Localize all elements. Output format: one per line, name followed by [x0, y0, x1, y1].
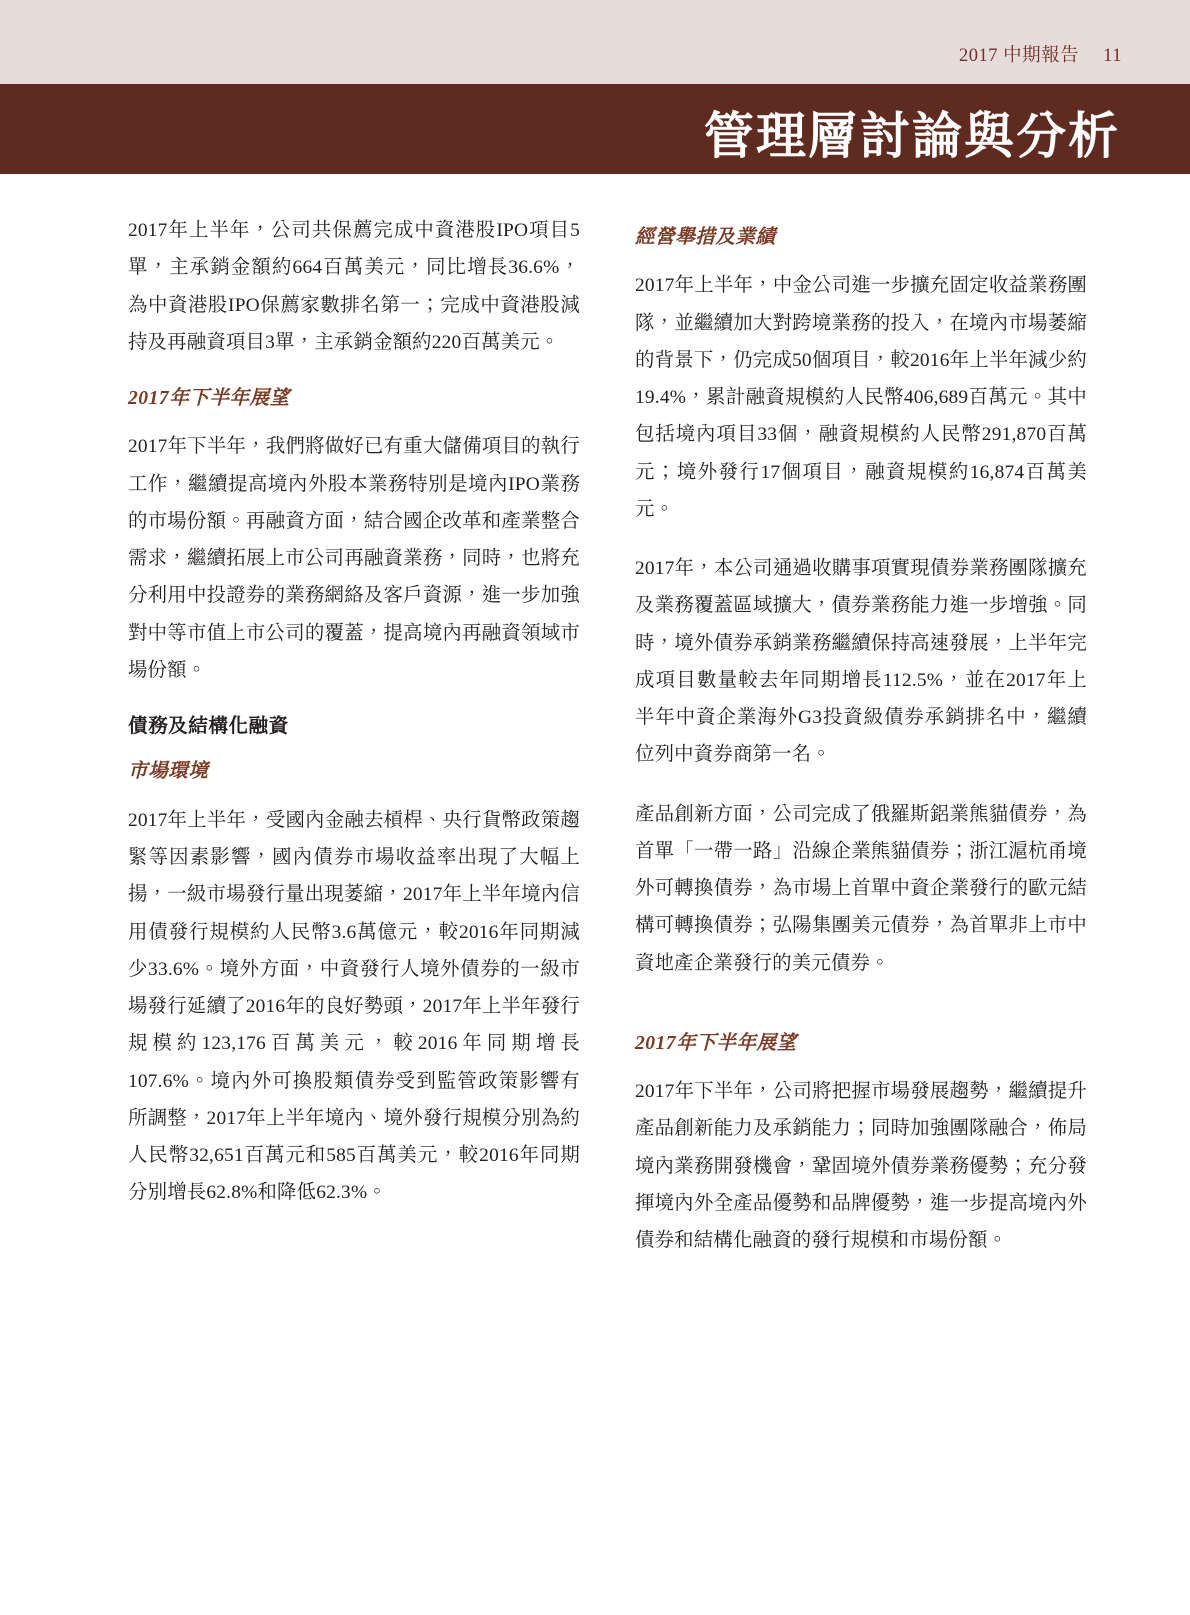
paragraph: 2017年上半年，公司共保薦完成中資港股IPO項目5單，主承銷金額約664百萬美元，同比增長36.6%，為中資港股IPO保薦家數排名第一；完成中資港股減持及再融資項目3單，主承銷金額約220百萬美元。: [128, 220, 580, 353]
running-head-text: 2017 中期報告: [959, 46, 1080, 66]
heading-operations-results: 經營舉措及業績: [635, 227, 776, 248]
paragraph: 產品創新方面，公司完成了俄羅斯鋁業熊貓債券，為首單「一帶一路」沿線企業熊貓債券；浙江滬杭甬境外可轉換債券，為市場上首單中資企業發行的歐元結構可轉換債券；弘陽集團美元債券，為首單非上市中資地產企業發行的美元債券。: [635, 803, 1087, 974]
heading-outlook-left: 2017年下半年展望: [128, 388, 290, 409]
right-column: [635, 212, 1087, 1281]
paragraph: 2017年下半年，公司將把握市場發展趨勢，繼續提升產品創新能力及承銷能力；同時加強團隊融合，佈局境內業務開發機會，鞏固境外債券業務優勢；充分發揮境內外全產品優勢和品牌優勢，進一步提高境內外債券和結構化融資的發行規模和市場份額。: [635, 1081, 1087, 1252]
paragraph: 2017年上半年，中金公司進一步擴充固定收益業務團隊，並繼續加大對跨境業務的投入，在境內市場萎縮的背景下，仍完成50個項目，較2016年上半年減少約19.4%，累計融資規模約人民幣406,689百萬元。其中包括境內項目33個，融資規模約人民幣291,870百萬元；境外發行17個項目，融資規模約16,874百萬美元。: [635, 275, 1087, 520]
spacer: [635, 1004, 1087, 1018]
paragraph: 2017年上半年，受國內金融去槓桿、央行貨幣政策趨緊等因素影響，國內債券市場收益率出現了大幅上揚，一級市場發行量出現萎縮，2017年上半年境內信用債發行規模約人民幣3.6萬億元，較2016年同期減少33.6%。境外方面，中資發行人境外債券的一級市場發行延續了2016年的良好勢頭，2017年上半年發行規模約123,176百萬美元，較2016年同期增長107.6%。境內外可換股類債券受到監管政策影響有所調整，2017年上半年境內、境外發行規模分別為約人民幣32,651百萬元和585百萬美元，較2016年同期分別增長62.8%和降低62.3%。: [128, 809, 580, 1204]
paragraph: 2017年，本公司通過收購事項實現債券業務團隊擴充及業務覆蓋區域擴大，債券業務能力進一步增強。同時，境外債券承銷業務繼續保持高速發展，上半年完成項目數量較去年同期增長112.5%，並在2017年上半年中資企業海外G3投資級債券承銷排名中，繼續位列中資券商第一名。: [635, 558, 1087, 766]
heading-outlook-right: 2017年下半年展望: [635, 1032, 797, 1054]
section-title: 管理層討論與分析: [704, 108, 1120, 164]
running-head: [959, 41, 1122, 67]
page-number: 11: [1103, 46, 1122, 66]
header-top-band: [0, 0, 1190, 84]
paragraph: 2017年下半年，我們將做好已有重大儲備項目的執行工作，繼續提高境內外股本業務特別是境內IPO業務的市場份額。再融資方面，結合國企改革和產業整合需求，繼續拓展上市公司再融資業務，同時，也將充分利用中投證券的業務網絡及客戶資源，進一步加強對中等市值上市公司的覆蓋，提高境內再融資領域市場份額。: [128, 436, 580, 681]
heading-debt-financing: 債務及結構化融資: [128, 716, 289, 738]
left-column: [128, 212, 580, 1234]
heading-market-environment: 市場環境: [128, 761, 209, 783]
